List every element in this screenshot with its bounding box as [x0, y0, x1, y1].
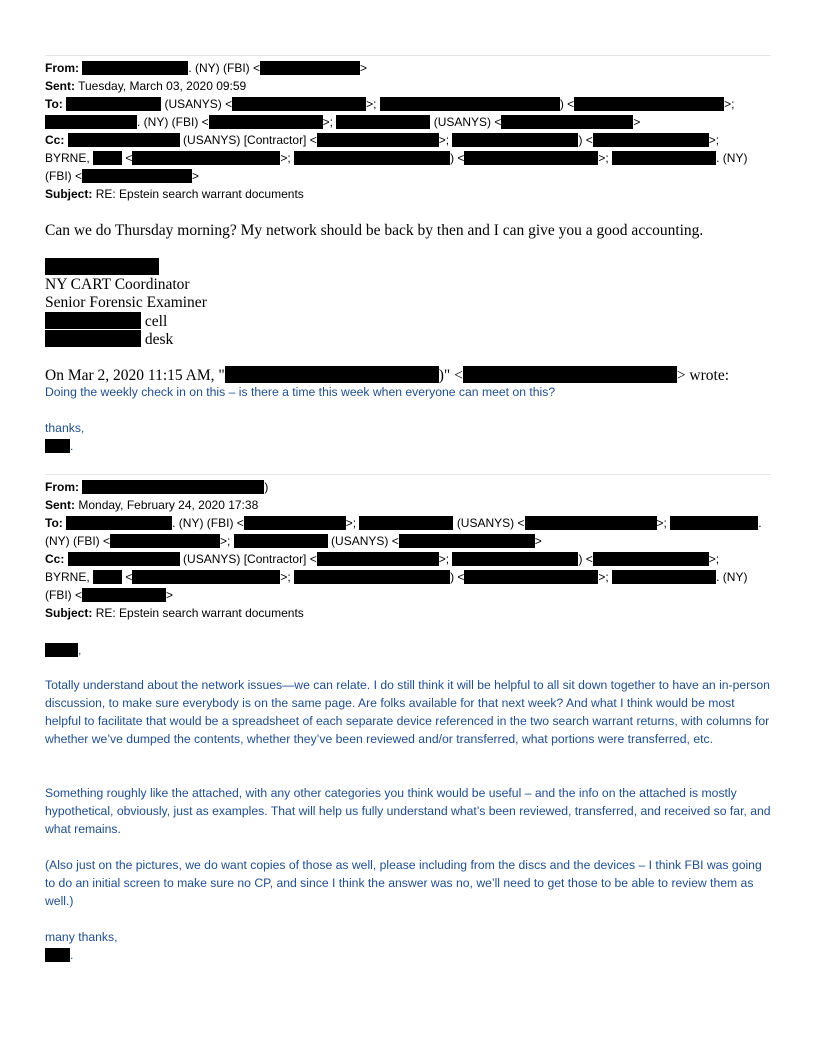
redaction-box [110, 534, 220, 548]
redaction-box [464, 151, 598, 165]
redaction-box [260, 61, 360, 75]
greeting [45, 641, 81, 659]
redaction-box [399, 534, 535, 548]
redaction-box [525, 516, 657, 530]
cc-frag: >; [598, 151, 609, 165]
to-line [45, 95, 735, 113]
cc-line [45, 131, 719, 149]
redaction-box [336, 115, 430, 129]
cc-line-continued [45, 586, 173, 604]
redaction-box [234, 534, 328, 548]
redaction-box [132, 151, 280, 165]
redaction-box [244, 516, 346, 530]
redaction-box [45, 330, 141, 347]
redaction-box [45, 115, 137, 129]
quoted-body: Doing the weekly check in on this – is there a time this week when everyone can meet on this? [45, 385, 556, 399]
redaction-box [612, 570, 716, 584]
body-paragraph: (Also just on the pictures, we do want copies of those as well, please including from the discs and the devices – I think FBI was going to do an initial screen to make sure no CP, and since I think the answer was no, we’ll need to get those to be able to review them as well.) [45, 858, 762, 908]
to-line [45, 514, 762, 532]
to-frag: (USANYS) < [433, 115, 502, 129]
to-frag: >; [220, 534, 231, 548]
cc-frag: >; [438, 133, 450, 147]
to-line-continued [45, 532, 542, 550]
cc-name: BYRNE, [45, 570, 90, 584]
to-frag: >; [366, 97, 377, 111]
cc-frag: (FBI) < [45, 169, 83, 183]
sent-label: Sent: [45, 79, 75, 93]
redaction-box [82, 169, 192, 183]
redaction-box [501, 115, 633, 129]
to-line-continued [45, 113, 640, 131]
separator-line [45, 55, 771, 56]
signature-title: Senior Forensic Examiner [45, 294, 207, 311]
redaction-box [93, 151, 122, 165]
redaction-box [317, 552, 439, 566]
to-frag: > [633, 115, 641, 129]
sent-line [45, 496, 258, 514]
cc-frag: < [125, 570, 133, 584]
cc-frag: < [125, 151, 133, 165]
redaction-box [45, 258, 159, 275]
message-body: Can we do Thursday morning? My network should be back by then and I can give you a good accounting. [45, 222, 704, 239]
redaction-box [463, 366, 677, 383]
redaction-box [574, 97, 724, 111]
cell-label: cell [144, 313, 168, 330]
to-frag: (USANYS) < [164, 97, 233, 111]
greeting-comma: , [78, 643, 82, 657]
redaction-box [68, 552, 180, 566]
redaction-box [464, 570, 598, 584]
cc-frag: >; [280, 151, 291, 165]
redaction-box [45, 643, 78, 657]
from-text: ) [264, 480, 269, 494]
redaction-box [670, 516, 758, 530]
redaction-box [232, 97, 366, 111]
from-label: From: [45, 480, 79, 494]
signature-desk [45, 330, 173, 349]
to-frag: >; [656, 516, 667, 530]
body-paragraph: Totally understand about the network issues—we can relate. I do still think it will be helpful to all sit down together to have an in-person discussion, to make sure everybody is on the same page. Are folks available for that next week? And what I think would be most helpful to facilitate that would be a spreadsheet of each separate device referenced in the two search warrant returns, with columns for whether we’ve dumped the contents, whether they’ve been reviewed and/or transferred, what portions were transferred, etc. [45, 678, 770, 746]
to-frag: >; [322, 115, 334, 129]
to-frag: >; [724, 97, 735, 111]
closing-signoff [45, 946, 73, 964]
quote-mid: )" < [438, 367, 463, 384]
from-text: . (NY) (FBI) < [188, 61, 261, 75]
cc-frag: ) < [578, 552, 593, 566]
desk-label: desk [144, 331, 174, 348]
sent-line [45, 77, 246, 95]
cc-frag: ) < [450, 570, 465, 584]
cc-frag: > [166, 588, 174, 602]
cc-line-continued [45, 568, 747, 586]
cc-frag: >; [280, 570, 291, 584]
redaction-box [66, 97, 161, 111]
to-frag: . (NY) (FBI) < [172, 516, 244, 530]
separator-line [45, 474, 771, 475]
cc-frag: (USANYS) [Contractor] < [183, 133, 317, 147]
redaction-box [132, 570, 280, 584]
quoted-signoff [45, 437, 73, 455]
cc-frag: >; [708, 552, 720, 566]
subject-value: RE: Epstein search warrant documents [95, 606, 304, 620]
signature-name-redacted [45, 258, 159, 277]
redaction-box [93, 570, 122, 584]
subject-value: RE: Epstein search warrant documents [95, 187, 304, 201]
signature-cell [45, 312, 167, 331]
cc-label: Cc: [45, 133, 65, 147]
redaction-box [452, 133, 578, 147]
sent-label: Sent: [45, 498, 75, 512]
subject-label: Subject: [45, 187, 93, 201]
quote-suffix: > wrote: [676, 367, 730, 384]
redaction-box [45, 312, 141, 329]
period: . [70, 439, 74, 453]
redaction-box [612, 151, 716, 165]
redaction-box [82, 480, 264, 494]
redaction-box [66, 516, 172, 530]
period: . [70, 948, 74, 962]
to-frag: (USANYS) < [331, 534, 399, 548]
redaction-box [452, 552, 578, 566]
to-frag: > [534, 534, 542, 548]
quoted-thanks: thanks, [45, 421, 85, 435]
to-frag: >; [345, 516, 357, 530]
redaction-box [225, 366, 439, 383]
sent-value: Tuesday, March 03, 2020 09:59 [78, 79, 247, 93]
redaction-box [593, 552, 709, 566]
redaction-box [45, 439, 70, 453]
cc-frag: (FBI) < [45, 588, 83, 602]
cc-line [45, 550, 719, 568]
cc-line-continued [45, 149, 747, 167]
to-label: To: [45, 97, 63, 111]
to-label: To: [45, 516, 63, 530]
cc-frag: ) < [578, 133, 593, 147]
cc-frag: . (NY) [716, 151, 748, 165]
cc-line-continued [45, 167, 199, 185]
redaction-box [380, 97, 560, 111]
from-line: From: . (NY) (FBI) < > [45, 61, 368, 75]
cc-label: Cc: [45, 552, 65, 566]
cc-frag: (USANYS) [Contractor] < [183, 552, 317, 566]
sent-value: Monday, February 24, 2020 17:38 [78, 498, 259, 512]
to-frag: ) < [559, 97, 575, 111]
subject-line [45, 185, 304, 203]
to-frag: . [758, 516, 762, 530]
redaction-box [68, 133, 180, 147]
redaction-box [82, 588, 166, 602]
to-frag: (USANYS) < [456, 516, 525, 530]
redaction-box [593, 133, 709, 147]
subject-line [45, 604, 304, 622]
redaction-box [82, 61, 188, 75]
from-line [45, 478, 268, 496]
redaction-box [359, 516, 453, 530]
to-frag: . (NY) (FBI) < [137, 115, 209, 129]
cc-frag: >; [438, 552, 450, 566]
signature-title: NY CART Coordinator [45, 276, 190, 293]
redaction-box [45, 948, 70, 962]
redaction-box [294, 151, 450, 165]
closing: many thanks, [45, 930, 118, 944]
cc-frag: ) < [450, 151, 465, 165]
quote-prefix: On Mar 2, 2020 11:15 AM, " [45, 367, 225, 384]
redaction-box [209, 115, 323, 129]
cc-frag: > [192, 169, 200, 183]
cc-frag: >; [598, 570, 609, 584]
to-frag: (NY) (FBI) < [45, 534, 110, 548]
cc-name: BYRNE, [45, 151, 90, 165]
from-label: From: [45, 61, 79, 75]
cc-frag: >; [708, 133, 720, 147]
redaction-box [294, 570, 450, 584]
redaction-box [317, 133, 439, 147]
cc-frag: . (NY) [716, 570, 748, 584]
body-paragraph: Something roughly like the attached, with any other categories you think would be useful – and the info on the attached is mostly hypothetical, obviously, just as examples. That will help us fully understand what’s been reviewed, transferred, and received so far, and what remains. [45, 786, 771, 836]
subject-label: Subject: [45, 606, 93, 620]
